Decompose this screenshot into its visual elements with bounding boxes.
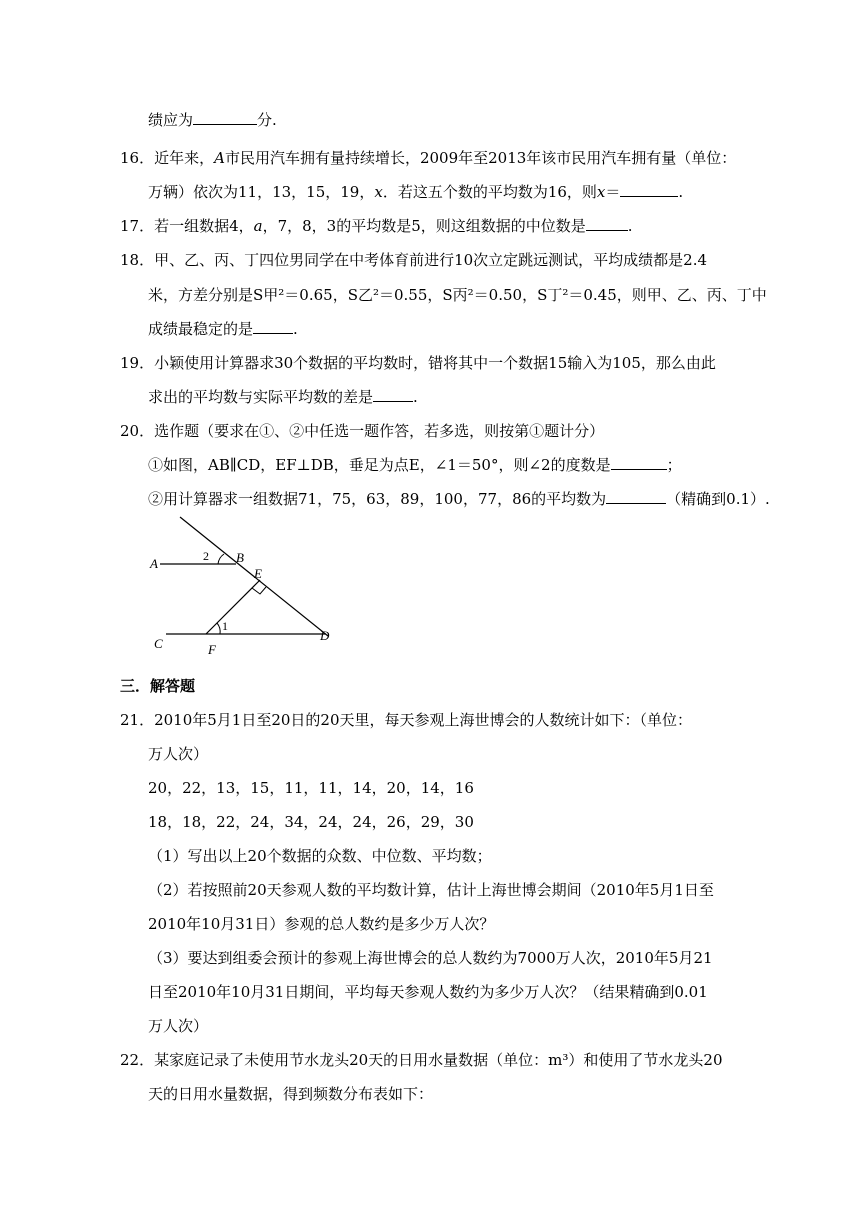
label-angle2: 2 [203,549,209,563]
q21-part3b [148,982,708,1002]
answer-blank [586,216,628,231]
label-f: F [208,642,216,657]
text: 万人次） [148,1017,209,1035]
q20-option1 [148,455,682,475]
text: 19．小颖使用计算器求30个数据的平均数时，错将其中一个数据15输入为105，那么由此 [120,354,716,372]
answer-blank [620,182,678,197]
text: 天的日用水量数据，得到频数分布表如下： [148,1085,434,1103]
q21-data2 [148,812,474,832]
text: ①如图，AB∥CD，EF⊥DB，垂足为点E，∠1＝50°，则∠2的度数是 [148,456,611,474]
answer-blank [606,489,666,504]
q20-option2 [148,489,770,509]
text: 米，方差分别是S甲²＝0.65，S乙²＝0.55，S丙²＝0.50，S丁²＝0.45，则甲、乙、丙、丁中 [148,286,767,304]
variable: a [253,217,263,235]
text: 绩应为 [148,111,194,129]
text: 2010年10月31日）参观的总人数约是多少万人次？ [148,915,495,933]
answer-blank [373,387,413,402]
text: 21．2010年5月1日至20日的20天里，每天参观上海世博会的人数统计如下：（单位： [120,711,693,729]
text: 成绩最稳定的是 [148,320,254,338]
label-d: D [320,628,330,643]
text: . [678,183,684,201]
text: 22．某家庭记录了未使用节水龙头20天的日用水量数据（单位：m³）和使用了节水龙头20 [120,1051,723,1069]
q21-part3a [148,948,713,968]
q22-line1 [120,1050,723,1070]
q18-line3 [148,319,298,339]
parallel-lines-diagram [148,512,348,662]
angle1-arc [217,623,220,634]
q19-line2 [148,387,418,407]
variable: x [374,183,383,201]
text: 万辆）依次为11，13，15，19， [148,183,375,201]
geometry-figure [148,512,348,662]
label-a: A [150,556,158,571]
text: 三．解答题 [120,677,196,695]
q16-line2 [148,182,683,202]
text: 20．选作题（要求在①、②中任选一题作答，若多选，则按第①题计分） [120,422,605,440]
text: ＝ [605,183,621,201]
label-b: B [236,550,244,565]
text: 万人次） [148,745,209,763]
q18-line2 [148,285,767,305]
q21-part2b [148,914,494,934]
text: 分. [257,111,277,129]
text: （2）若按照前20天参观人数的平均数计算，估计上海世博会期间（2010年5月1日至 [148,881,714,899]
text: . [413,388,418,406]
text: 20，22，13，15，11，11，14，20，14，16 [148,779,474,797]
q21-line2 [148,744,208,764]
section-heading [120,676,195,696]
angle2-arc [218,554,224,564]
q16-line1 [120,148,736,168]
text: ； [666,456,682,474]
text: 市民用汽车拥有量持续增长，2009年至2013年该市民用汽车拥有量（单位： [224,149,737,167]
text: （3）要达到组委会预计的参观上海世博会的总人数约为7000万人次，2010年5月21 [148,949,713,967]
text: . [627,217,633,235]
q21-part1 [148,846,492,866]
variable: x [596,183,606,201]
text: ，7，8，3的平均数是5，则这组数据的中位数是 [262,217,586,235]
q15-tail [148,110,277,130]
text: 16．近年来， [120,149,215,167]
q20-line1 [120,421,604,441]
q22-line2 [148,1084,433,1104]
label-e: E [254,566,262,581]
label-c: C [154,636,163,651]
text: （1）写出以上20个数据的众数、中位数、平均数； [148,847,492,865]
text: 18．甲、乙、丙、丁四位男同学在中考体育前进行10次立定跳远测试，平均成绩都是2.4 [120,251,708,269]
q17 [120,216,633,236]
text: 日至2010年10月31日期间，平均每天参观人数约为多少万人次？（结果精确到0.01 [148,983,708,1001]
text: ．若这五个数的平均数为16，则 [382,183,597,201]
q21-part3c [148,1016,208,1036]
text: 求出的平均数与实际平均数的差是 [148,388,374,406]
variable: A [214,149,225,167]
right-angle-mark [252,587,266,594]
q21-part2a [148,880,714,900]
q18-line1 [120,250,707,270]
label-angle1: 1 [222,619,228,633]
text: （精确到0.1）. [666,490,770,508]
q19-line1 [120,353,716,373]
text: 17．若一组数据4， [120,217,254,235]
text: 18，18，22，24，34，24，24，26，29，30 [148,813,474,831]
answer-blank [253,319,293,334]
q21-data1 [148,778,474,798]
text: . [293,320,298,338]
text: ②用计算器求一组数据71，75，63，89，100，77，86的平均数为 [148,490,607,508]
answer-blank [193,110,257,125]
q21-line1 [120,710,692,730]
line-ef [206,580,260,634]
answer-blank [611,455,667,470]
